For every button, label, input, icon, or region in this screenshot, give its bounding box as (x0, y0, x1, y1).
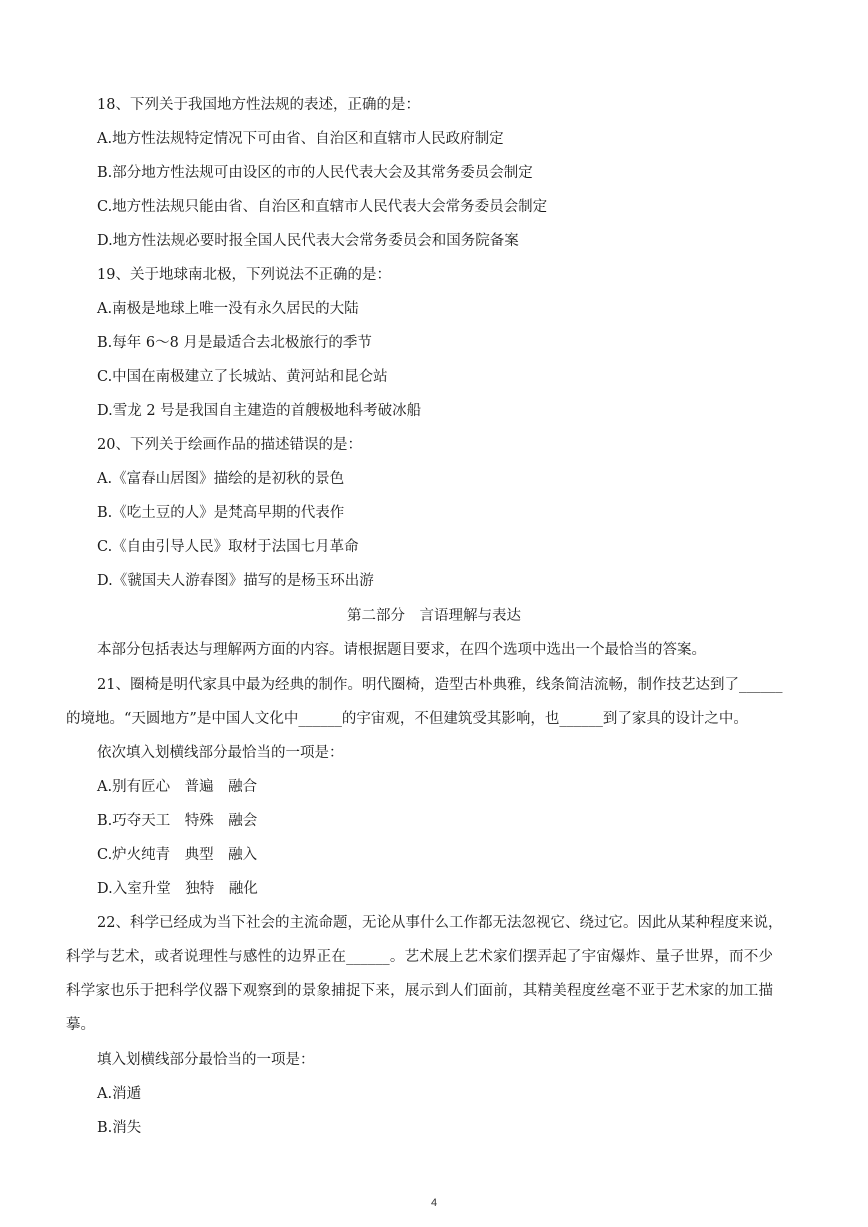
question-21-option-d: D.入室升堂 独特 融化 (97, 881, 258, 897)
question-21-option-c: C.炉火纯青 典型 融入 (97, 847, 258, 863)
question-19-option-a: A.南极是地球上唯一没有永久居民的大陆 (97, 301, 359, 317)
page-number: 4 (430, 1197, 438, 1209)
section-title: 第二部分 言语理解与表达 (347, 608, 521, 624)
question-22-stem-line-1: 22、科学已经成为当下社会的主流命题，无论从事什么工作都无法忽视它、绕过它。因此从某种程度来说， (97, 915, 783, 931)
question-22-stem-line-4: 摹。 (66, 1017, 95, 1033)
question-22-prompt: 填入划横线部分最恰当的一项是： (97, 1052, 315, 1068)
question-22-option-b: B.消失 (97, 1120, 142, 1136)
question-18-option-d: D.地方性法规必要时报全国人民代表大会常务委员会和国务院备案 (97, 233, 519, 249)
question-22-stem-line-3: 科学家也乐于把科学仪器下观察到的景象捕捉下来，展示到人们面前，其精美程度丝毫不亚于艺术家的加工描 (66, 983, 773, 999)
question-21-option-b: B.巧夺天工 特殊 融会 (97, 813, 258, 829)
question-20-option-b: B.《吃土豆的人》是梵高早期的代表作 (97, 505, 345, 521)
question-19-option-c: C.中国在南极建立了长城站、黄河站和昆仑站 (97, 369, 388, 385)
question-19-option-d: D.雪龙 2 号是我国自主建造的首艘极地科考破冰船 (97, 403, 422, 419)
question-18-option-c: C.地方性法规只能由省、自治区和直辖市人民代表大会常务委员会制定 (97, 199, 548, 215)
question-20-stem: 20、下列关于绘画作品的描述错误的是： (97, 437, 362, 453)
question-19-option-b: B.每年 6～8 月是最适合去北极旅行的季节 (97, 335, 372, 351)
question-21-option-a: A.别有匠心 普遍 融合 (97, 779, 258, 795)
question-18-stem: 18、下列关于我国地方性法规的表述，正确的是： (97, 97, 420, 113)
question-18-option-a: A.地方性法规特定情况下可由省、自治区和直辖市人民政府制定 (97, 131, 504, 147)
question-20-option-a: A.《富春山居图》描绘的是初秋的景色 (97, 471, 345, 487)
question-21-stem-line-1: 21、圈椅是明代家具中最为经典的制作。明代圈椅，造型古朴典雅，线条简洁流畅，制作技艺达到了______ (97, 677, 783, 693)
question-22-stem-line-2: 科学与艺术，或者说理性与感性的边界正在______。艺术展上艺术家们摆弄起了宇宙爆炸、量子世界，而不少 (66, 949, 773, 965)
question-20-option-c: C.《自由引导人民》取材于法国七月革命 (97, 539, 359, 555)
question-18-option-b: B.部分地方性法规可由设区的市的人民代表大会及其常务委员会制定 (97, 165, 533, 181)
question-21-stem-line-2: 的境地。“天圆地方”是中国人文化中______的宇宙观，不但建筑受其影响，也______到了家具的设计之中。 (66, 711, 748, 727)
question-19-stem: 19、关于地球南北极，下列说法不正确的是： (97, 267, 391, 283)
question-21-prompt: 依次填入划横线部分最恰当的一项是： (97, 745, 344, 761)
section-intro: 本部分包括表达与理解两方面的内容。请根据题目要求，在四个选项中选出一个最恰当的答案。 (97, 642, 706, 658)
question-20-option-d: D.《虢国夫人游春图》描写的是杨玉环出游 (97, 573, 374, 589)
question-22-option-a: A.消遁 (97, 1086, 142, 1102)
